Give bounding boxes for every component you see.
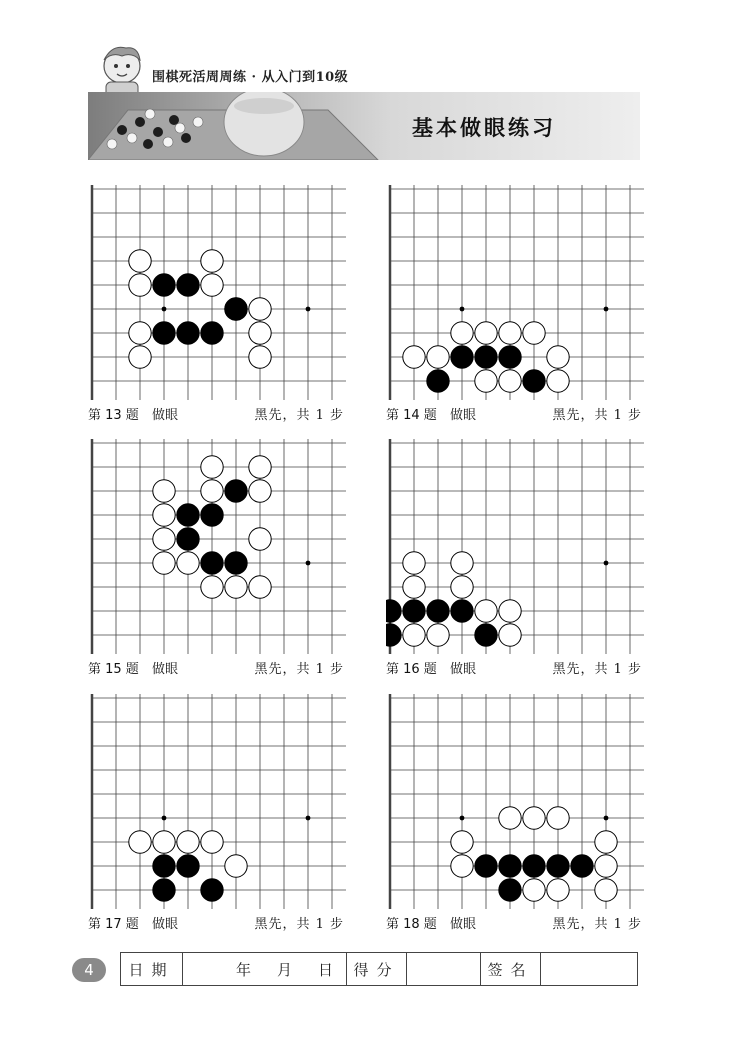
go-board <box>88 439 346 654</box>
white-stone <box>499 600 521 622</box>
white-stone <box>547 807 569 829</box>
black-stone <box>177 504 199 526</box>
star-point <box>306 816 311 821</box>
date-value-cell[interactable] <box>183 953 347 985</box>
black-stone <box>177 855 199 877</box>
problem-16 <box>386 439 644 679</box>
white-stone <box>547 879 569 901</box>
white-stone <box>129 274 151 296</box>
problem-task: 黑先，共 1 步 <box>552 662 642 677</box>
go-board <box>386 694 644 909</box>
page-heading: 基本做眼练习 <box>412 115 556 140</box>
white-stone <box>225 855 247 877</box>
month-label: 月 <box>276 960 292 979</box>
star-point <box>604 307 609 312</box>
star-point <box>162 307 167 312</box>
score-label: 得分 <box>347 953 407 985</box>
white-stone <box>249 298 271 320</box>
white-stone <box>523 807 545 829</box>
black-stone <box>225 552 247 574</box>
go-board <box>88 694 346 909</box>
problem-14 <box>386 185 644 425</box>
white-stone <box>547 346 569 368</box>
black-stone <box>386 600 401 622</box>
problem-type: 做眼 <box>152 917 179 932</box>
white-stone <box>177 831 199 853</box>
white-stone <box>451 322 473 344</box>
black-stone <box>177 528 199 550</box>
cartoon-boy-icon <box>92 42 154 98</box>
white-stone <box>403 576 425 598</box>
series-title: 围棋死活周周练 · 从入门到10级 <box>152 70 349 85</box>
star-point <box>604 816 609 821</box>
problem-type: 做眼 <box>450 408 477 423</box>
white-stone <box>153 504 175 526</box>
black-stone <box>153 322 175 344</box>
black-stone <box>153 274 175 296</box>
white-stone <box>403 624 425 646</box>
page-number: 4 <box>72 958 106 982</box>
problem-number: 第 14 题 <box>386 408 437 423</box>
white-stone <box>249 456 271 478</box>
white-stone <box>249 346 271 368</box>
problem-number: 第 15 题 <box>88 662 139 677</box>
black-stone <box>201 552 223 574</box>
problem-type: 做眼 <box>152 408 179 423</box>
star-point <box>162 816 167 821</box>
problem-number: 第 16 题 <box>386 662 437 677</box>
black-stone <box>427 600 449 622</box>
black-stone <box>499 879 521 901</box>
date-label: 日期 <box>121 953 183 985</box>
white-stone <box>595 879 617 901</box>
white-stone <box>153 552 175 574</box>
black-stone <box>427 370 449 392</box>
black-stone <box>177 322 199 344</box>
white-stone <box>249 480 271 502</box>
black-stone <box>451 600 473 622</box>
white-stone <box>451 576 473 598</box>
problem-18 <box>386 694 644 934</box>
problem-type: 做眼 <box>450 662 477 677</box>
signature-label: 签名 <box>481 953 541 985</box>
white-stone <box>201 274 223 296</box>
problem-number: 第 17 题 <box>88 917 139 932</box>
problem-task: 黑先，共 1 步 <box>254 917 344 932</box>
white-stone <box>499 322 521 344</box>
star-point <box>306 561 311 566</box>
white-stone <box>153 528 175 550</box>
white-stone <box>451 831 473 853</box>
white-stone <box>403 552 425 574</box>
white-stone <box>475 370 497 392</box>
year-label: 年 <box>235 960 251 979</box>
black-stone <box>451 346 473 368</box>
black-stone <box>475 346 497 368</box>
black-stone <box>523 855 545 877</box>
white-stone <box>595 855 617 877</box>
black-stone <box>571 855 593 877</box>
black-stone <box>153 855 175 877</box>
problem-number: 第 13 题 <box>88 408 139 423</box>
white-stone <box>499 807 521 829</box>
black-stone <box>403 600 425 622</box>
black-stone <box>475 624 497 646</box>
problem-task: 黑先，共 1 步 <box>254 408 344 423</box>
problem-17 <box>88 694 346 934</box>
problem-task: 黑先，共 1 步 <box>254 662 344 677</box>
white-stone <box>547 370 569 392</box>
star-point <box>604 561 609 566</box>
white-stone <box>249 576 271 598</box>
black-stone <box>225 480 247 502</box>
white-stone <box>249 322 271 344</box>
problem-number: 第 18 题 <box>386 917 437 932</box>
white-stone <box>427 346 449 368</box>
star-point <box>460 307 465 312</box>
signature-value-cell[interactable] <box>541 953 637 985</box>
white-stone <box>201 456 223 478</box>
white-stone <box>129 322 151 344</box>
problem-13 <box>88 185 346 425</box>
day-label: 日 <box>317 960 333 979</box>
black-stone <box>475 855 497 877</box>
white-stone <box>225 576 247 598</box>
white-stone <box>177 552 199 574</box>
white-stone <box>201 480 223 502</box>
go-board-photo-icon <box>88 92 388 160</box>
white-stone <box>249 528 271 550</box>
white-stone <box>403 346 425 368</box>
white-stone <box>201 250 223 272</box>
white-stone <box>451 552 473 574</box>
go-board <box>386 185 644 400</box>
black-stone <box>201 322 223 344</box>
black-stone <box>547 855 569 877</box>
problem-task: 黑先，共 1 步 <box>552 917 642 932</box>
white-stone <box>475 322 497 344</box>
black-stone <box>225 298 247 320</box>
problem-task: 黑先，共 1 步 <box>552 408 642 423</box>
white-stone <box>595 831 617 853</box>
black-stone <box>177 274 199 296</box>
white-stone <box>427 624 449 646</box>
go-board <box>386 439 644 654</box>
header-banner <box>88 92 640 160</box>
white-stone <box>129 250 151 272</box>
black-stone <box>523 370 545 392</box>
white-stone <box>201 576 223 598</box>
black-stone <box>499 855 521 877</box>
black-stone <box>201 879 223 901</box>
white-stone <box>475 600 497 622</box>
white-stone <box>523 322 545 344</box>
problem-15 <box>88 439 346 679</box>
problem-type: 做眼 <box>450 917 477 932</box>
white-stone <box>499 624 521 646</box>
white-stone <box>499 370 521 392</box>
score-value-cell[interactable] <box>407 953 481 985</box>
white-stone <box>451 855 473 877</box>
star-point <box>306 307 311 312</box>
white-stone <box>153 831 175 853</box>
white-stone <box>129 831 151 853</box>
black-stone <box>153 879 175 901</box>
white-stone <box>153 480 175 502</box>
go-board <box>88 185 346 400</box>
black-stone <box>386 624 401 646</box>
black-stone <box>201 504 223 526</box>
star-point <box>460 816 465 821</box>
problem-type: 做眼 <box>152 662 179 677</box>
black-stone <box>499 346 521 368</box>
record-table <box>120 952 638 986</box>
white-stone <box>523 879 545 901</box>
white-stone <box>201 831 223 853</box>
white-stone <box>129 346 151 368</box>
